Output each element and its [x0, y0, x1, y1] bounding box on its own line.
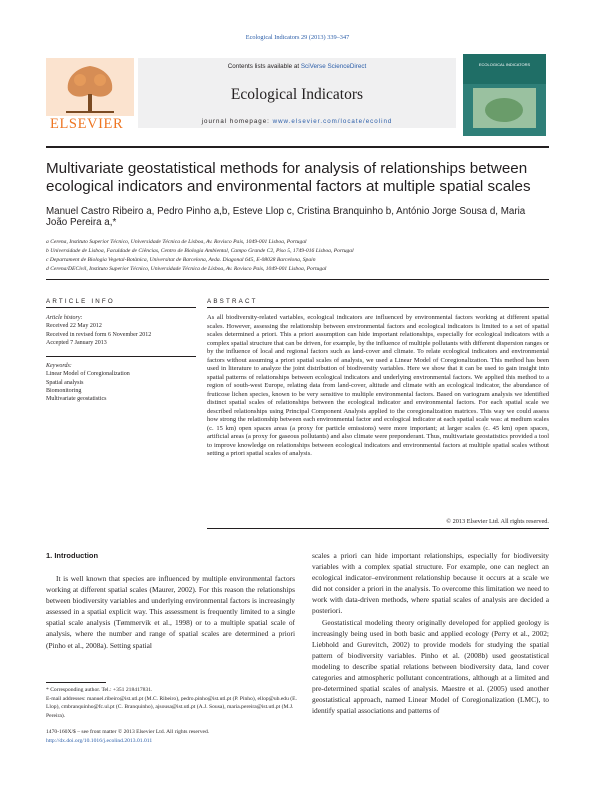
keywords-rule [46, 356, 196, 357]
contents-line [138, 63, 456, 70]
section-rule [46, 279, 549, 280]
journal-homepage [138, 118, 456, 125]
abstract-text: As all biodiversity-related variables, ecological indicators are influenced by environmental factors working at different spatial scales. However, assessing the relationship between environmental factors and ecological indicators is limited to a set of spatial scales determined a priori. This a priori assumption can hide important relationships, especially for ecological indicators with a complex spatial structure that can be driven, for example, by the influence of multiple pollutants with different dispersion ranges or by the influence of local and regional factors such as land-cover and climate. To relate ecological indicators and environmental factors without assuming a priori spatial scales of analysis, we used a Linear Model of Coregionalization. This method has been used in literature to analyze the joint distribution of biodiversity variables. Here we show that it can be used to gain insight into spatial patterns of relationships between ecological indicators and underlying environmental factors. We applied this method to a region of south-west Europe, relating data from land-cover, altitude and climate with an ecological indicator, the abundance of fruticose lichen species, known to be very sensitive to multiple environmental factors. Based on variogram analysis we identified distinct spatial scales of relationships between the ecological indicator and environmental factors. For each spatial scale we described relationships using Principal Component Analysis applied to the coregionalization matrices. This way we could assess how strong the relationship between each environmental factor and ecological indicator at each spatial scale was: at medium scales (c. 15 km) open spaces areas (a proxy for particle emissions) were more important; at larger scales (c. 45 km) open spaces, artificial areas (a proxy for gaseous pollutants) and also climate were preponderant. Thus, multivariate geostatistics provided a tool to improve knowledge on relationships between ecological indicators and environmental factors at multiple spatial scales without setting a priori spatial scales of analysis. [207, 314, 549, 457]
section-heading-introduction: 1. Introduction [46, 551, 99, 560]
sciencedirect-link[interactable]: SciVerse ScienceDirect [300, 63, 367, 70]
abstract-copyright: © 2013 Elsevier Ltd. All rights reserved. [446, 518, 549, 525]
email-addresses: E-mail addresses: manuel.ribeiro@ist.utl.pt (M.C. Ribeiro), pedro.pinho@ist.utl.pt (P. Pinho), ellop@ub.edu (E. Llop), cmbranquinho@fc.ul.pt (C. Branquinho), ajsousa@ist.utl.pt (A.J. Sousa), maria.pereira@ist.utl.pt (M.J. Pereira). [46, 695, 297, 719]
keyword-item: Linear Model of Coregionalization [46, 371, 130, 378]
history-label: Article history: [46, 315, 83, 321]
affiliation-a: a Cerena, Instituto Superior Técnico, Universidade Técnica de Lisboa, Av. Rovisco Pais, 1049-001 Lisboa, Portugal [46, 239, 307, 245]
intro-paragraph: scales a priori can hide important relationships, especially for biodiversity variables with a complex spatial structure. For example, one can neglect an ecological indicator–environment relationship because it occurs at a scale we did not consider a priori in the analysis. To overcome this limitation we need to work with data-driven methods, where spatial scales of analysis are decided a posteriori. [312, 551, 549, 616]
history-accepted: Accepted 7 January 2013 [46, 339, 107, 346]
keyword-item: Biomonitoring [46, 387, 82, 394]
keywords [46, 362, 201, 403]
intro-column-left [46, 573, 295, 651]
issn-line: 1470-160X/$ – see front matter © 2013 Elsevier Ltd. All rights reserved. [46, 729, 210, 735]
author-list: Manuel Castro Ribeiro a, Pedro Pinho a,b, Esteve Llop c, Cristina Branquinho b, António Jorge Sousa d, Maria João Pereira a,* [46, 206, 526, 228]
elsevier-logo [46, 58, 134, 140]
abstract-end-rule [207, 528, 549, 529]
intro-paragraph: Geostatistical modeling theory originally developed for applied geology is increasingly being used in both basic and applied ecology (Perry et al., 2002; Liebhold and Gurevitch, 2002) to provide models for studying the spatial pattern of biodiversity variables. Pinho et al. (2008b) used geostatistical modeling to describe spatial relations between biodiversity data, land cover categories and atmospheric pollutant concentrations, although at a limited and pre-determined spatial scales of analysis. Maestre et al. (2005) used another geostatistical approach, named Linear Model of Coregionalization (LMC), to identify spatial associations and patterns of [312, 617, 549, 716]
affiliation-d: d Cerena/DECivil, Instituto Superior Técnico, Universidade Técnica de Lisboa, Av. Rovisco Pais, 1049-001 Lisboa, Portugal [46, 266, 327, 272]
intro-column-right [312, 550, 549, 716]
article-info-heading: ARTICLE INFO [46, 298, 115, 305]
abstract-rule [207, 307, 549, 308]
footnote-rule [46, 682, 106, 683]
journal-header [46, 58, 549, 143]
journal-reference[interactable]: Ecological Indicators 29 (2013) 339–347 [245, 34, 350, 41]
header-rule [46, 146, 549, 148]
affiliation-b: b Universidade de Lisboa, Faculdade de Ciências, Centro de Biologia Ambiental, Campo Grande C2, Piso 5, 1749-016 Lisboa, Portugal [46, 248, 354, 254]
keyword-item: Spatial analysis [46, 379, 84, 386]
article-info-rule [46, 307, 196, 308]
doi-link[interactable]: http://dx.doi.org/10.1016/j.ecolind.2013.01.011 [46, 737, 153, 744]
homepage-link[interactable]: www.elsevier.com/locate/ecolind [272, 118, 393, 125]
history-revised: Received in revised form 6 November 2012 [46, 331, 152, 338]
paper-title: Multivariate geostatistical methods for analysis of relationships between ecological indicators and environmental factors at multiple spatial scales [46, 160, 531, 195]
cover-header [463, 54, 546, 84]
journal-title: Ecological Indicators [230, 86, 364, 103]
abstract-heading: ABSTRACT [207, 298, 258, 305]
affiliations [46, 238, 549, 274]
cover-photo-detail [485, 98, 523, 122]
footnotes [46, 686, 306, 720]
journal-cover-image [463, 54, 546, 136]
elsevier-wordmark: ELSEVIER [50, 116, 124, 132]
front-matter [46, 728, 306, 745]
corresponding-author-note: * Corresponding author. Tel.: +351 218417831. [46, 687, 153, 693]
history-received: Received 22 May 2012 [46, 323, 102, 330]
affiliation-c: c Departament de Biologia Vegetal-Botànica, Universitat de Barcelona, Avda. Diagonal 645, E-08028 Barcelona, Spain [46, 257, 316, 263]
contents-prefix: Contents lists available at [227, 63, 301, 70]
article-history [46, 314, 201, 347]
keyword-item: Multivariate geostatistics [46, 396, 107, 403]
homepage-prefix: journal homepage: [201, 118, 273, 125]
elsevier-tree-icon [46, 58, 134, 116]
cover-title: ECOLOGICAL INDICATORS [478, 62, 531, 67]
keywords-label: Keywords: [46, 363, 72, 369]
intro-paragraph: It is well known that species are influenced by multiple environmental factors working at different spatial scales (Maurer, 2002). For this reason the relationships between biodiversity variables and underlying environmental factors is increasingly assessed in a spatial explicit way. This assessment is frequently limited to a single spatial scale analysis (Tømmervik et al., 1998) or to a multiple spatial scale of analysis, where the number and range of spatial scales are determined a priori (Pinho et al., 2008a). Setting spatial [46, 574, 295, 650]
